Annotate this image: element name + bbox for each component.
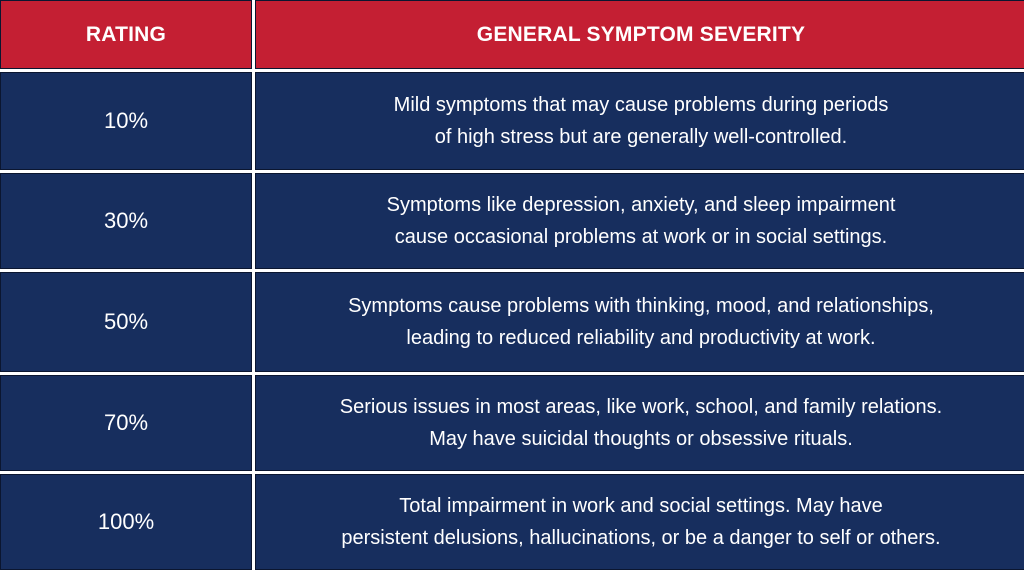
header-rating: RATING xyxy=(0,0,252,69)
description-cell xyxy=(255,272,1024,372)
rating-cell: 70% xyxy=(0,375,252,471)
rating-cell: 10% xyxy=(0,72,252,170)
description-line: leading to reduced reliability and productivity at work. xyxy=(406,327,876,349)
header-severity: GENERAL SYMPTOM SEVERITY xyxy=(255,0,1024,69)
rating-cell: 50% xyxy=(0,272,252,372)
description-line: May have suicidal thoughts or obsessive rituals. xyxy=(429,428,853,450)
description-line: Symptoms cause problems with thinking, mood, and relationships, xyxy=(348,295,934,317)
description-cell xyxy=(255,72,1024,170)
description-cell xyxy=(255,375,1024,471)
description-line: Total impairment in work and social settings. May have xyxy=(399,495,883,517)
description-line: Mild symptoms that may cause problems during periods xyxy=(393,94,889,116)
rating-cell: 30% xyxy=(0,173,252,269)
description-cell xyxy=(255,474,1024,570)
description-line: cause occasional problems at work or in social settings. xyxy=(394,226,888,248)
description-line: persistent delusions, hallucinations, or be a danger to self or others. xyxy=(341,527,941,549)
description-line: Symptoms like depression, anxiety, and sleep impairment xyxy=(386,194,896,216)
description-cell xyxy=(255,173,1024,269)
rating-cell: 100% xyxy=(0,474,252,570)
description-line: of high stress but are generally well-controlled. xyxy=(434,126,848,148)
description-line: Serious issues in most areas, like work, school, and family relations. xyxy=(339,396,943,418)
